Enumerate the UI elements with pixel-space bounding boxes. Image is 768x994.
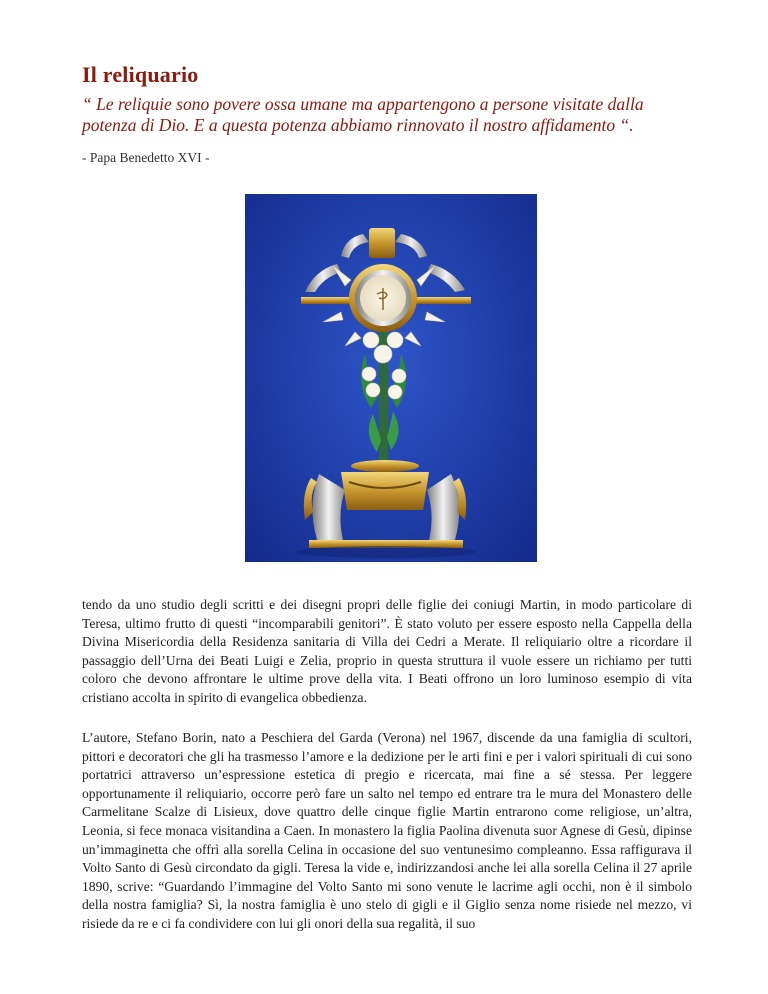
reliquary-photo	[245, 194, 537, 562]
page-title: Il reliquario	[82, 62, 199, 87]
epigraph-author: - Papa Benedetto XVI -	[82, 150, 210, 165]
epigraph-quote: “ Le reliquie sono povere ossa umane ma appartengono a persone visitate dalla potenza di Dio. E a questa potenza abbiamo rinnovato il nostro affidamento “.	[82, 94, 644, 135]
paragraph-2: L’autore, Stefano Borin, nato a Peschiera del Garda (Verona) nel 1967, discende da una famiglia di scultori, pittori e decoratori che gli ha trasmesso l’amore e la dedizione per le arti fini e per i valori spirituali di cui sono portatrici attraverso un’espressione estetica di pregio e ricercata, mai fine a sé stessa. Per leggere opportunamente il reliquiario, occorre però fare un salto nel tempo ed entrare tra le mura del Monastero delle Carmelitane Scalze di Lisieux, dove quattro delle cinque figlie Martin entrarono come religiose, un’altra, Leonia, si fece monaca visitandina a Caen. In monastero la figlia Paolina divenuta suor Agnese di Gesù, dipinse un’immaginetta che offrì alla sorella Celina in occasione del suo ventunesimo compleanno. Essa raffigurava il Volto Santo di Gesù circondato da gigli. Teresa la vide e, indirizzandosi anche lei alla sorella Celina il 27 aprile 1890, scrive: “Guardando l’immagine del Volto Santo mi sono venute le lacrime agli occhi, non è il simbolo della nostra famiglia? Sì, la nostra famiglia è uno stelo di gigli e il Giglio senza nome risiede nel mezzo, vi risiede da re e ci fa condividere con lui gli onori della sua regalità, il suo	[82, 730, 692, 931]
paragraph-1: tendo da uno studio degli scritti e dei disegni propri delle figlie dei coniugi Martin, in modo particolare di Teresa, ultimo frutto di questi “incomparabili genitori”. È stato voluto per essere esposto nella Cappella della Divina Misericordia della Residenza sanitaria di Villa dei Cedri a Merate. Il reliquiario oltre a ricordare il passaggio dell’Urna dei Beati Luigi e Zelia, proprio in questa struttura il vuole essere un richiamo per tutti coloro che devono affrontare le ultime prove della vita. I Beati offrono un loro luminoso esempio di vita cristiano accolta in spirito di evangelica obbedienza.	[82, 597, 692, 705]
